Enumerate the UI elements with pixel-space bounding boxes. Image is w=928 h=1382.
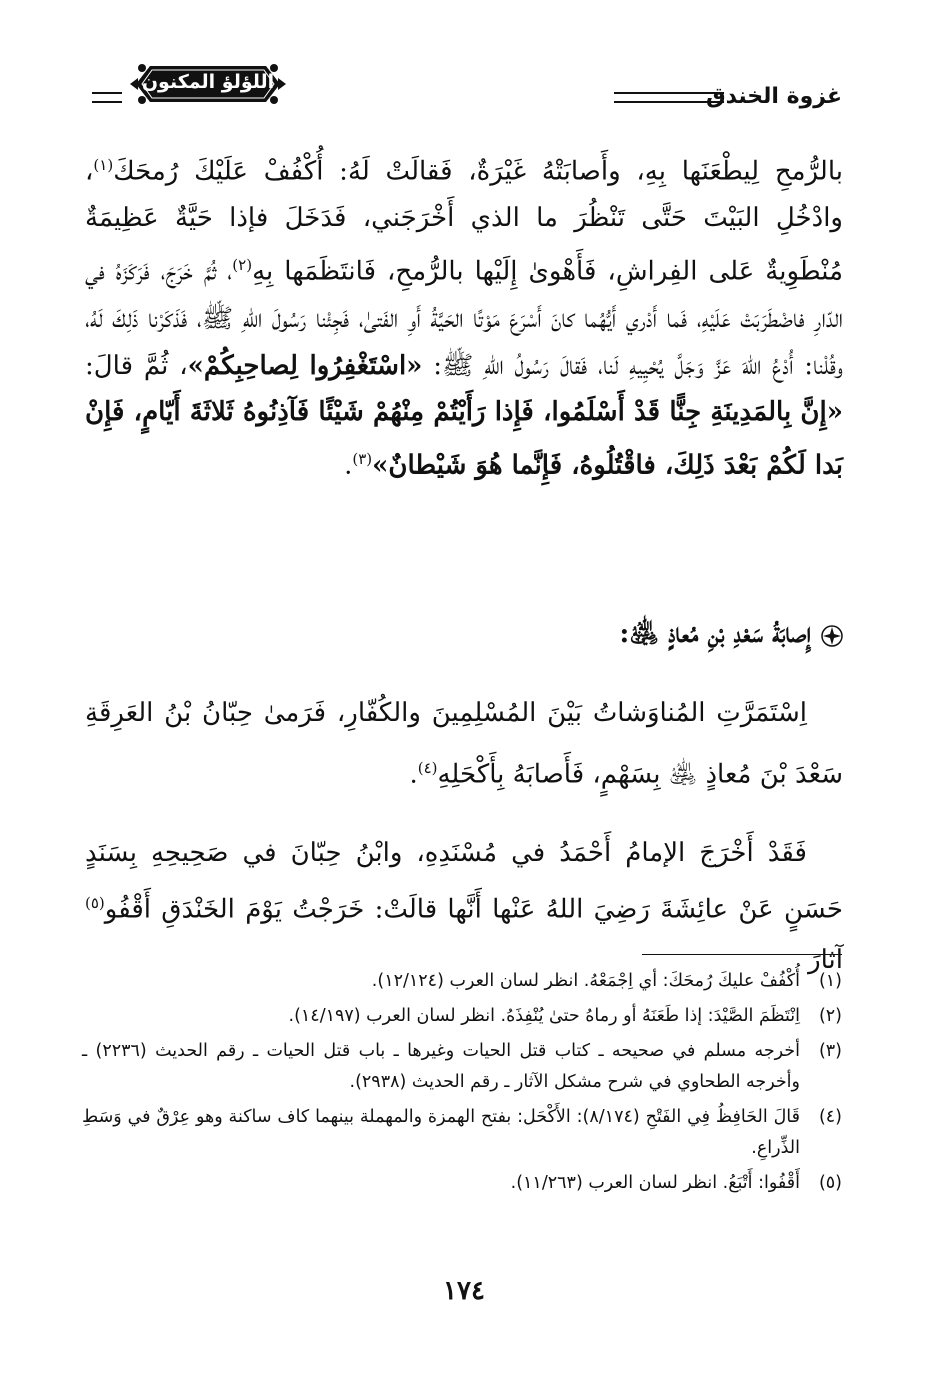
footnote-number: (٥) (818, 1173, 842, 1193)
chapter-title: غزوة الخندق (705, 84, 842, 109)
hadith-quote-1: «اسْتَغْفِرُوا لِصاحِبِكُمْ» (187, 350, 423, 381)
paragraph-2 (85, 686, 843, 803)
flower-bullet-icon (821, 625, 843, 647)
footnote-number: (١) (818, 971, 842, 991)
running-header (92, 58, 842, 138)
text-segment-d: ، ثُمَّ قالَ: (85, 350, 188, 381)
paragraph-3 (85, 828, 843, 985)
paragraph-3-end: آثارَ (808, 944, 843, 975)
footnote-number: (٣) (818, 1041, 842, 1061)
footnote-ref-3: (٣) (352, 450, 373, 469)
header-rule-right (614, 92, 724, 103)
section-title: إِصابَةُ سَعْدِ بْنِ مُعاذٍ ﵁: (619, 618, 811, 649)
text-segment-b: ، وادْخُلِ البَيْتَ حَتَّى تَنْظُرَ ما الذي أَخْرَجَني، فَدَخَلَ فإذا حَيَّةٌ عَظِيمَةٌ مُنْطَوِيةٌ عَلى الفِراشِ، فَأَهْوىٰ إِلَيْها بالرُّمحِ، فَانتَظَمَها بِهِ (85, 156, 843, 287)
footnote-text: أخرجه مسلم في صحيحه ـ كتاب قتل الحيات وغيرها ـ باب قتل الحيات ـ رقم الحديث (٢٢٣٦) ـ وأخرجه الطحاوي في شرح مشكل الآثار ـ رقم الحديث (٢٩٣٨). (82, 1041, 800, 1092)
footnote-ref-4: (٤) (417, 759, 438, 777)
footnote-ref-5: (٥) (85, 894, 105, 912)
footnote-text: أُكْفُفْ عليكَ رُمحَكَ: أي اِجْمَعْهُ. انظر لسان العرب (١٢/١٢٤). (371, 971, 800, 991)
book-title-badge (128, 58, 288, 110)
main-paragraph (85, 142, 843, 490)
footnote (82, 1102, 842, 1164)
footnote-text: قَالَ الحَافِظُ فِي الفَتْحِ (٨/١٧٤): الأَكْحَل: بفتح الهمزة والمهملة بينهما كاف ساكنة وهو عِرْقٌ في وَسَطِ الذِّراعِ. (82, 1107, 800, 1158)
text-intro: بالرُّمحِ لِيطْعَنَها بِهِ، وأَصابَتْهُ غَيْرَةٌ، فَقالَتْ لَهُ: أُكْفُفْ عَلَيْكَ رُمحَكَ (113, 156, 843, 187)
footnote-ref-1: (١) (93, 156, 114, 174)
section-heading (619, 616, 843, 656)
footnote-separator (642, 954, 842, 955)
text-segment-c: ، ثُمَّ خَرَجَ، فَرَكَزَهُ في الدّارِ فاضْطَرَبَتْ عَلَيْهِ، فَما أَدْري أَيُّهُما كانَ أَسْرَعَ مَوْتًا الحَيَّةُ أَوِ الفَتىٰ، فَجِئْنا رَسُولَ اللهِ ﷺ، فَذَكَرْنا ذَلِكَ لَهُ، وقُلْنا: أُدْعُ اللهَ عَزَّ وَجَلَّ يُحْيِيهِ لَنا، فَقالَ رَسُولُ اللهِ ﷺ: (85, 256, 843, 381)
header-rule-left (92, 92, 122, 103)
footnotes (82, 966, 842, 1203)
footnote-text: أَقْفُوا: أَتْبَعُ. انظر لسان العرب (١١/٢٦٣). (510, 1173, 800, 1193)
book-title: اللؤلؤ المكنون (141, 71, 275, 93)
paragraph-2-text: اِسْتَمَرَّتِ المُناوَشاتُ بَيْنَ المُسْلِمِينَ والكُفّارِ، فَرَمىٰ حِبّانُ بْنُ العَرِقَةِ سَعْدَ بْنَ مُعاذٍ ﵁ بِسَهْمٍ، فَأَصابَهُ بِأَكْحَلِهِ (85, 698, 843, 790)
footnote (82, 1001, 842, 1032)
page-number: ١٧٤ (443, 1276, 485, 1306)
footnote (82, 1036, 842, 1098)
footnote-number: (٢) (818, 1006, 842, 1026)
footnote-text: اِنْتَظَمَ الصَّيْدَ: إذا طَعَنَهُ أو رماهُ حتىٰ يُنْفِذَهُ. انظر لسان العرب (١٤/١٩٧). (288, 1006, 800, 1026)
footnote-ref-2: (٢) (232, 256, 253, 275)
footnote (82, 1168, 842, 1199)
footnote-number: (٤) (818, 1107, 842, 1127)
hadith-quote-2: «إِنَّ بِالمَدِينَةِ جِنًّا قَدْ أَسْلَمُوا، فَإِذا رَأَيْتُمْ مِنْهُمْ شَيْئًا فَآذِنُوهُ ثَلاثَةَ أَيّامٍ، فَإِنْ بَدا لَكُمْ بَعْدَ ذَلِكَ، فاقْتُلُوهُ، فَإِنَّما هُوَ شَيْطانٌ» (85, 397, 843, 481)
paragraph-2-end: . (409, 759, 418, 790)
text-segment-e: . (344, 450, 353, 481)
footnote (82, 966, 842, 997)
paragraph-3-text: فَقَدْ أَخْرَجَ الإمامُ أَحْمَدُ في مُسْنَدِهِ، وابْنُ حِبّانَ في صَحِيحِهِ بِسَنَدٍ حَسَنٍ عَنْ عائِشَةَ رَضِيَ اللهُ عَنْها أَنَّها قالَتْ: خَرَجْتُ يَوْمَ الخَنْدَقِ أَقْفُو (85, 838, 843, 925)
